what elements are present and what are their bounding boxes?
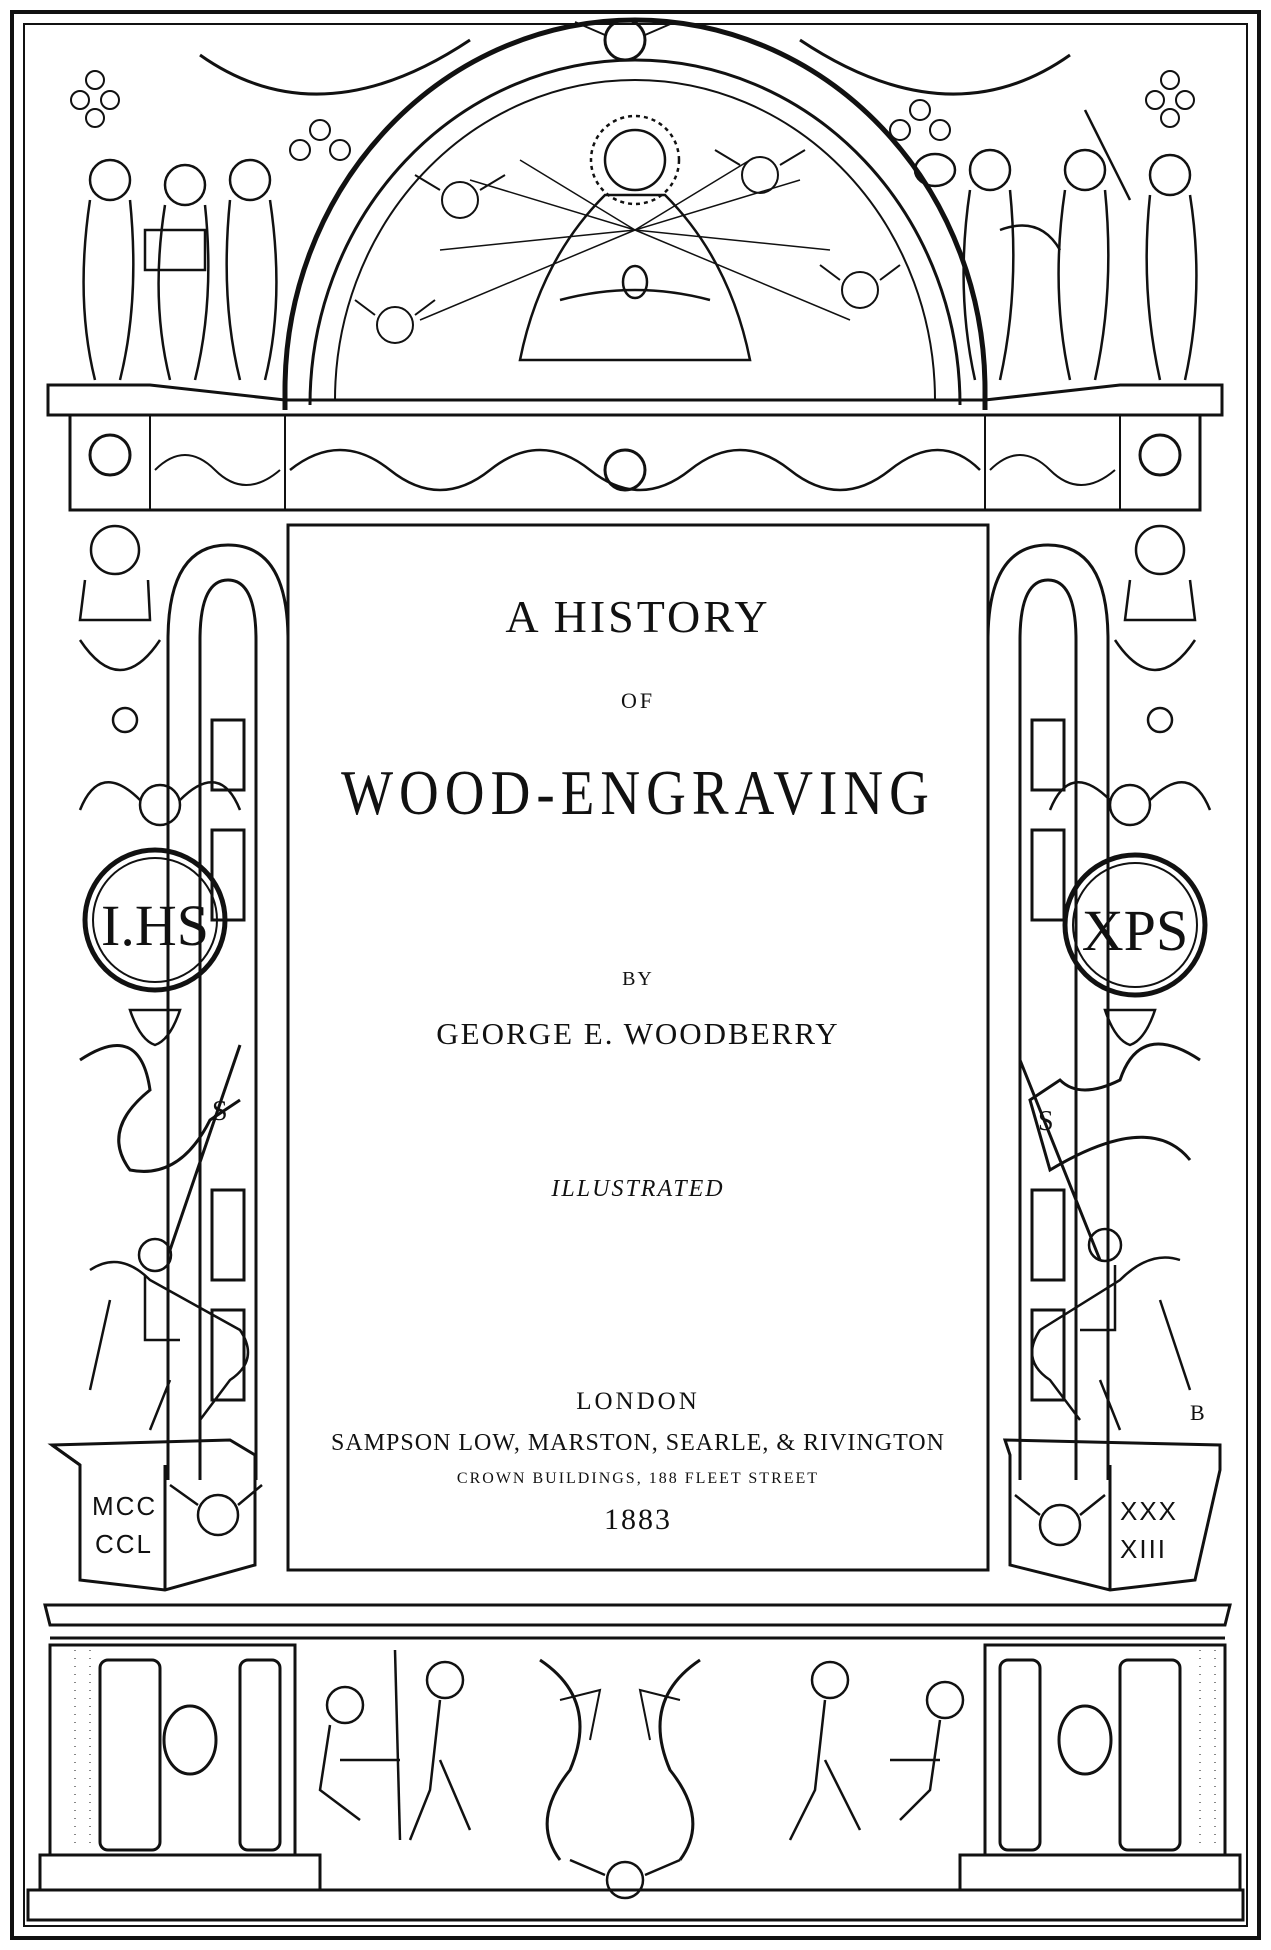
top-cherub-head xyxy=(605,20,645,60)
illustrated-label: ILLUSTRATED xyxy=(551,1176,725,1202)
publisher-name: SAMPSON LOW, MARSTON, SEARLE, & RIVINGTON xyxy=(331,1430,945,1456)
right-pedestal-inscription-1: XXX xyxy=(1120,1496,1179,1526)
left-pedestal-inscription-2: CCL xyxy=(95,1529,154,1559)
halo-rays xyxy=(420,160,850,320)
author-name: GEORGE E. WOODBERRY xyxy=(436,1016,840,1051)
right-pillar xyxy=(988,545,1108,1480)
left-monogram: I.HS xyxy=(101,893,209,958)
left-pedestal-inscription-1: MCC xyxy=(92,1491,158,1521)
left-garland xyxy=(200,40,470,94)
by-label: BY xyxy=(622,968,654,990)
arch-cherubs xyxy=(355,150,900,343)
bottom-scene xyxy=(320,1650,963,1898)
publisher-address: CROWN BUILDINGS, 188 FLEET STREET xyxy=(456,1470,820,1487)
title-line-3: WOOD-ENGRAVING xyxy=(341,757,935,828)
publisher-city: LONDON xyxy=(576,1388,700,1415)
right-pedestal xyxy=(1005,1440,1220,1590)
title-line-1: A HISTORY xyxy=(505,591,771,642)
title-line-2: OF xyxy=(620,688,656,713)
left-pillar xyxy=(168,545,288,1480)
svg-text:S: S xyxy=(1038,1106,1054,1137)
left-cherub-group xyxy=(84,160,277,380)
right-garland xyxy=(800,40,1070,94)
right-pedestal-inscription-2: XIII xyxy=(1120,1534,1168,1564)
right-bust xyxy=(1115,526,1195,732)
svg-text:B: B xyxy=(1190,1400,1205,1425)
base-shelf xyxy=(28,1605,1243,1920)
right-monogram: XPS xyxy=(1081,898,1189,963)
svg-text:S: S xyxy=(212,1096,228,1127)
entablature xyxy=(48,385,1222,510)
left-bust xyxy=(80,526,160,732)
title-panel xyxy=(292,528,984,1566)
publication-year: 1883 xyxy=(604,1503,672,1536)
